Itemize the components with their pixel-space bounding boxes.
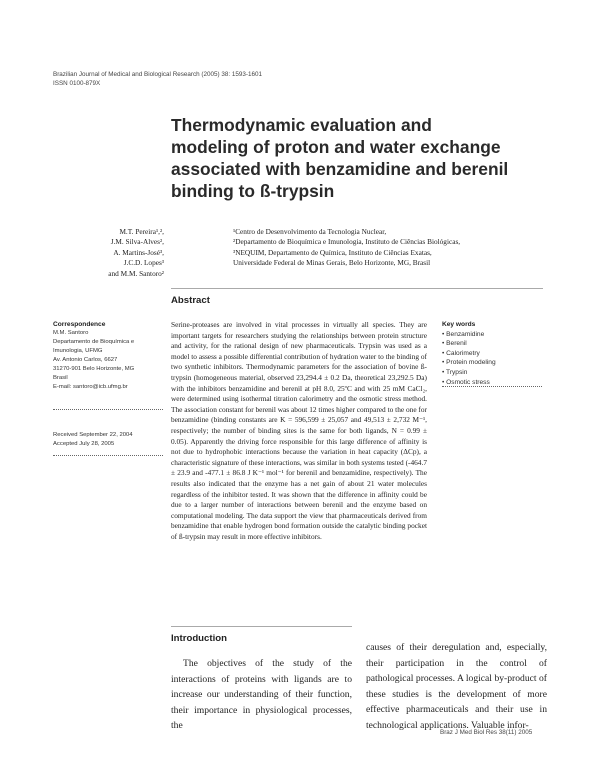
- page-footer: Braz J Med Biol Res 38(11) 2005: [440, 729, 533, 736]
- affiliation: Universidade Federal de Minas Gerais, Belo Horizonte, MG, Brasil: [233, 258, 431, 268]
- keywords-divider: [442, 386, 542, 387]
- author: M.T. Pereira¹,²,: [119, 227, 164, 236]
- correspondence-line: Av. Antonio Carlos, 6627: [53, 357, 118, 363]
- journal-citation-line: Brazilian Journal of Medical and Biological Research (2005) 38: 1593-1601: [53, 71, 262, 78]
- keywords-block: [442, 320, 542, 387]
- correspondence-line: Brasil: [53, 375, 68, 381]
- keyword-item: • Calorimetry: [442, 349, 480, 357]
- abstract-top-rule: [171, 288, 543, 289]
- keyword-item: • Osmotic stress: [442, 378, 490, 386]
- correspondence-block: [53, 320, 163, 392]
- author: A. Martins-José³,: [113, 247, 164, 257]
- author: J.M. Silva-Alves²,: [110, 237, 164, 247]
- affiliation: ¹Centro de Desenvolvimento da Tecnologia Nuclear,: [233, 227, 387, 236]
- correspondence-heading: Correspondence: [53, 321, 106, 328]
- affiliation: ³NEQUIM, Departamento de Química, Instituto de Ciências Exatas,: [233, 247, 432, 257]
- keyword-item: • Trypsin: [442, 368, 468, 376]
- correspondence-line: Departamento de Bioquímica e: [53, 339, 135, 345]
- accepted-date: Accepted July 28, 2005: [53, 441, 115, 448]
- keyword-item: • Benzamidine: [442, 330, 485, 338]
- introduction-top-rule: [171, 626, 352, 627]
- journal-issn: ISSN 0100-879X: [53, 80, 101, 87]
- journal-citation: [53, 70, 262, 88]
- keyword-item: • Protein modeling: [442, 359, 496, 367]
- introduction-heading: Introduction: [171, 633, 227, 644]
- introduction-column-2: causes of their deregulation and, especially, their participation in the control of pathological processes. A logical by-product of these studies is the development of more effective pharmaceuticals and their use in technological applications. Valuable infor-: [366, 642, 547, 731]
- keywords-heading: Key words: [442, 321, 476, 328]
- affiliation-list: [233, 227, 533, 269]
- author: J.C.D. Lopes³: [123, 258, 164, 268]
- introduction-column-1: The objectives of the study of the interactions of proteins with ligands are to increase our understanding of their function, their importance in physiological processes, the: [171, 658, 352, 731]
- correspondence-divider: [53, 409, 163, 410]
- affiliation: ²Departamento de Bioquímica e Imunologia, Instituto de Ciências Biológicas,: [233, 237, 461, 247]
- correspondence-line: M.M. Santoro: [53, 330, 89, 336]
- dates-divider: [53, 455, 163, 456]
- author: and M.M. Santoro²: [108, 268, 164, 278]
- dates-block: [53, 431, 133, 449]
- author-list: [60, 227, 164, 279]
- correspondence-line: Imunologia, UFMG: [53, 348, 103, 354]
- received-date: Received September 22, 2004: [53, 432, 133, 438]
- keyword-item: • Berenil: [442, 340, 467, 348]
- correspondence-line: 31270-901 Belo Horizonte, MG: [53, 366, 135, 372]
- correspondence-email: E-mail: santoro@icb.ufmg.br: [53, 384, 128, 390]
- abstract-heading: Abstract: [171, 295, 210, 306]
- article-title: Thermodynamic evaluation and modeling of proton and water exchange associated with benzamidine and berenil binding to ß-trypsin: [171, 115, 509, 201]
- abstract-text: Serine-proteases are involved in vital processes in virtually all species. They are important targets for researchers studying the relationships between protein structure and activity, for the rational design of new pharmaceuticals. Trypsin was used as a model to assess a possible differential contribution of hydration water to the binding of two synthetic inhibitors. Thermodynamic parameters for the association of bovine ß-trypsin (homogeneous material, observed 23,294.4 ± 0.2 Da, theoretical 23,292.5 Da) with the inhibitors benzamidine and berenil at pH 8.0, 25ºC and with 25 mM CaCl₂, were determined using isothermal titration calorimetry and the osmotic stress method. The association constant for berenil was about 12 times higher compared to the one for benzamidine (binding constants are K = 596,599 ± 25,057 and 49,513 ± 2,732 M⁻¹, respectively; the number of binding sites is the same for both ligands, N = 0.99 ± 0.05). Apparently the driving force responsible for this large difference of affinity is not due to hydrophobic interactions because the variation in heat capacity (ΔCp), a characteristic signature of these interactions, was similar in both systems tested (-464.7 ± 23.9 and -477.1 ± 86.8 J K⁻¹ mol⁻¹ for berenil and benzamidine, respectively). The results also indicated that the enzyme has a net gain of about 21 water molecules regardless of the inhibitor tested. It was shown that the difference in affinity could be due to a larger number of interactions between berenil and the enzyme based on computational modeling. The data support the view that pharmaceuticals derived from benzamidine that enable hydrogen bond formation outside the catalytic binding pocket of ß-trypsin may result in more effective inhibitors.: [171, 320, 427, 541]
